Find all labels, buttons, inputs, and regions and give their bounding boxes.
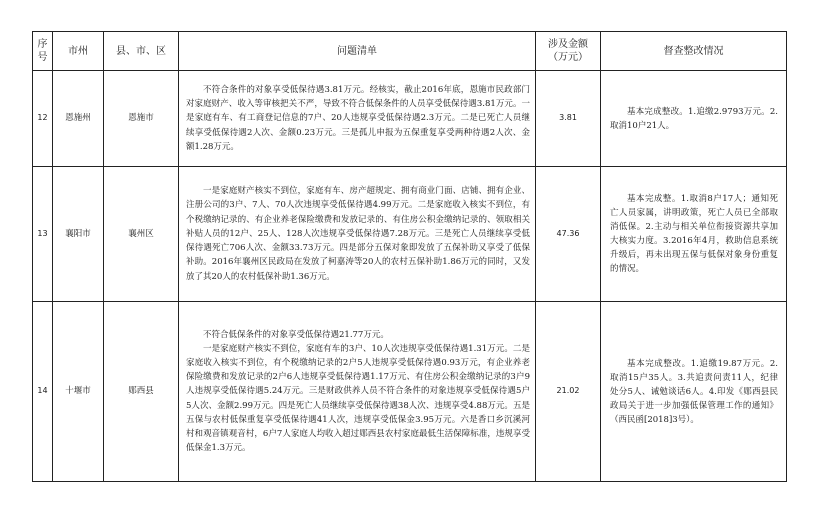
county-cell: 恩施市 — [104, 71, 179, 167]
county-cell: 襄州区 — [104, 167, 179, 302]
status-cell — [601, 302, 787, 482]
col-header-county: 县、市、区 — [104, 32, 179, 71]
issues-cell — [179, 167, 536, 302]
issues-paragraph: 不符合条件的对象享受低保待遇3.81万元。经核实，截止2016年底，恩施市民政部门对家庭财产、收入等审核把关不严，导致不符合低保条件的人员享受低保待遇3.81万元。一是家庭有车、有工商登记信息的7户、20人违规享受低保待遇2.3万元。二是已死亡人员继续享受低保待遇2人次、金额0.23万元。三是孤儿申报为五保重复享受两种待遇2人次、金额1.28万元。 — [186, 84, 530, 152]
col-header-no: 序号 — [33, 32, 53, 71]
city-cell: 襄阳市 — [53, 167, 104, 302]
col-header-city: 市州 — [53, 32, 104, 71]
inspection-table — [32, 31, 787, 482]
header-row — [33, 32, 787, 71]
col-header-status: 督查整改情况 — [601, 32, 787, 71]
amount-cell: 3.81 — [536, 71, 601, 167]
county-cell: 郧西县 — [104, 302, 179, 482]
amount-cell: 21.02 — [536, 302, 601, 482]
city-cell: 十堰市 — [53, 302, 104, 482]
status-text: 基本完成整改。1.追缴2.9793万元。2.取消10户21人。 — [610, 106, 778, 131]
table-row — [33, 302, 787, 482]
col-header-amount: 涉及金额（万元） — [536, 32, 601, 71]
table-row — [33, 167, 787, 302]
amount-cell: 47.36 — [536, 167, 601, 302]
row-number: 12 — [33, 71, 53, 167]
issues-cell — [179, 302, 536, 482]
status-cell — [601, 167, 787, 302]
table-row — [33, 71, 787, 167]
status-cell — [601, 71, 787, 167]
status-text: 基本完成整。1.取消8户17人；通知死亡人员家属，讲明政策，死亡人员已全部取消低保。2.主动与相关单位衔接资源共享加大核实力度。3.2016年4月，救助信息系统升级后，再未出现五保与低保对象身份重复的情况。 — [610, 194, 778, 274]
issues-paragraph: 一是家庭财产核实不到位，家庭有车、房产超规定、拥有商业门面、店铺、拥有企业、注册公司的3户、7人、70人次违规享受低保待遇4.99万元。二是家庭收入核实不到位，有个税缴纳记录的、有企业养老保险缴费和发放记录的、有住房公积金缴纳记录的、领取相关补贴人员的12户、25人、128人次违规享受低保待遇7.28万元。三是死亡人员继续享受低保待遇死亡706人次、金额33.73万元。四是部分五保对象即发放了五保补助又享受了低保补助。2016年襄州区民政局在发放了柯嘉涛等20人的农村五保补助1.86万元的同时，又发放了其20人的农村低保补助1.36万元。 — [186, 186, 530, 282]
issues-paragraph: 一是家庭财产核实不到位，家庭有车的3户、10人次违规享受低保待遇1.31万元。二是家庭收入核实不到位，有个税缴纳记录的2户5人违规享受低保待遇0.93万元，有企业养老保险缴费和发放记录的2户6人违规享受低保待遇1.17万元、有住房公积金缴纳记录的3户9人违规享受低保待遇5.24万元。三是财政供养人员不符合条件的对象违规享受低保待遇5户5人次、金额2.99万元。四是死亡人员继续享受低保待遇38人次、违规享受4.88万元。五是五保与农村低保重复享受低保待遇41人次，违规享受低保金3.95万元。六是香口乡沉溪河村和观音镇观音村，6户7人家庭人均收入超过郧西县农村家庭最低生活保障标准，违规享受低保金1.3万元。 — [186, 343, 530, 454]
row-number: 13 — [33, 167, 53, 302]
status-text: 基本完成整改。1.追缴19.87万元。2.取消15户35人。3.共追责问责11人，纪律处分5人、诫勉谈话6人。4.印发《郧西县民政局关于进一步加强低保管理工作的通知》（西民函[2018]3号）。 — [610, 358, 778, 425]
row-number: 14 — [33, 302, 53, 482]
city-cell: 恩施州 — [53, 71, 104, 167]
col-header-issues: 问题清单 — [179, 32, 536, 71]
issues-paragraph: 不符合低保条件的对象享受低保待遇21.77万元。 — [203, 329, 389, 340]
issues-cell — [179, 71, 536, 167]
